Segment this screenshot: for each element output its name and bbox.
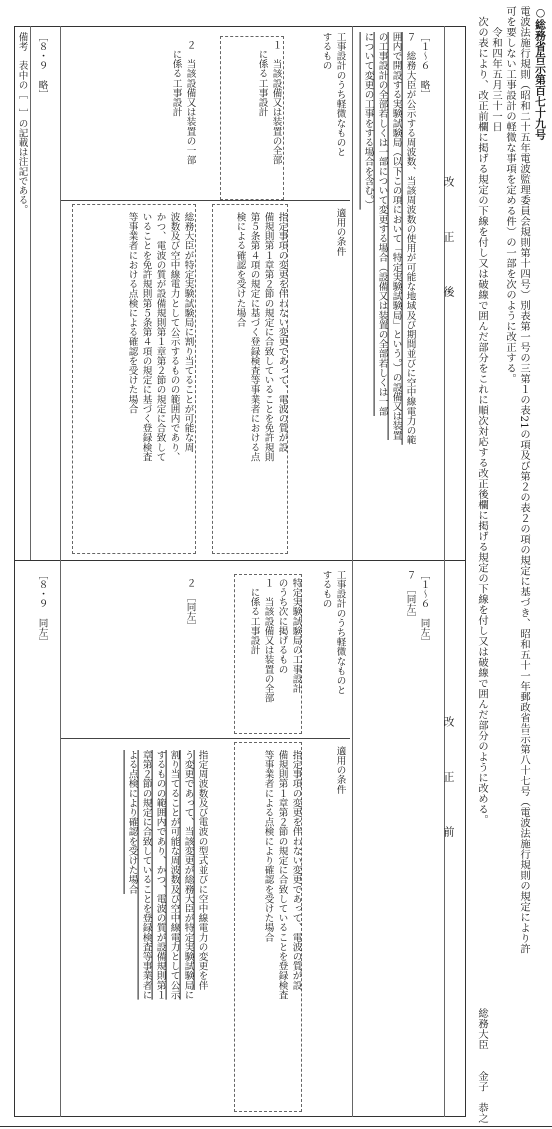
notice-title: ○総務省告示第百七十九号 (534, 6, 547, 141)
after-item7-line: 囲内で開設する実験試験局（以下この項において「特定実験試験局」という。）の設備又は装置 (390, 32, 402, 440)
before-inner-rule (352, 560, 353, 1117)
after-row1-cond: 第５条第４項の規定に基づく登録検査等事業者における点 (248, 212, 260, 462)
before-bottom-rule (60, 560, 61, 1117)
after-row1-cond: 検による確認を受けた場合 (234, 212, 246, 328)
after-row1-cond: 備規則第１章第２節の規定に合致していることを免許規則 (262, 212, 274, 462)
after-col-cond-label: 適用の条件 (334, 208, 346, 256)
before-row2-cond: う変更であって、当該変更が総務大臣が特定実験試験局に (182, 750, 194, 1000)
after-row2-cond: かつ、電波の質が設備規則第１章第２節の規定に合致して (154, 212, 166, 462)
before-row2-cond: 割り当てることが可能な周波数及び空中線電力として公示 (168, 750, 180, 1000)
notice-body-line: 次の表により、改正前欄に掲げる規定の下線を付し又は破線で囲んだ部分をこれに順次対応する改正後欄に掲げる規定の下線を付し又は破線で囲んだ部分のように改める。 (476, 6, 488, 825)
before-col-cond-label: 適用の条件 (334, 746, 346, 794)
after-items-1-6: ［１～６ 略］ (418, 32, 430, 100)
notice-body-line: 電波法施行規則（昭和二十五年電波監理委員会規則第十四号）別表第一号の三第１の表21の項及び第２の表２の項の規定に基づき、昭和五十一年郵政省告示第八十七号（電波法施行規則の規定により許 (518, 6, 530, 955)
after-row2-item: に係る工事設計 (170, 40, 182, 117)
minister-signature: 総務大臣 金子 恭之 (476, 1008, 488, 1124)
after-inner-rule (352, 26, 353, 560)
before-items-1-6: ［１～６ 同左］ (418, 570, 430, 647)
before-col-sep (60, 738, 350, 739)
page-bottom-rule (0, 1126, 552, 1127)
after-remark-rule (30, 26, 31, 560)
after-col-minor: 工事設計のうち軽微なものと (334, 32, 346, 157)
after-row2-cond: 等事業者における点検による確認を受けた場合 (126, 212, 138, 414)
after-bottom-rule (60, 26, 61, 560)
after-row1-cond: 指定事項の変更を伴わない変更であって、電波の質が設 (276, 212, 288, 452)
after-item7-line: ７ 総務大臣が公示する周波数、当該周波数の使用が可能な地域及び期間並びに空中線電力の範 (404, 32, 416, 445)
before-row2-cond: 章第２節の規定に合致していることを登録検査等事業者に (140, 750, 152, 1000)
after-col-minor: するもの (320, 32, 332, 71)
before-group: 特定実験試験局の工事設計 (290, 578, 302, 694)
table-divider (14, 560, 466, 561)
before-items-8-9: ［８・９ 同左］ (36, 570, 48, 647)
before-row2-cond: 指定周波数及び電波の型式並びに空中線電力の変更を伴 (196, 750, 208, 990)
after-row2-item: ２ 当該設備又は装置の一部 (184, 40, 196, 165)
before-column-label: 改 正 前 (442, 716, 455, 837)
before-row1-cond: 指定事項の変更を伴わない変更であって、電波の質が設 (290, 750, 302, 990)
after-row2-cond: 波数及び空中線電力として公示するものの範囲内であり、 (168, 212, 180, 462)
before-row1-item: １ 当該設備又は装置の全部 (262, 578, 274, 703)
notice-date: 令和四年五月三十一日 (490, 6, 502, 132)
after-item7-line: について変更の工事をする場合を含む。） (362, 32, 374, 210)
after-row1-item: に係る工事設計 (256, 40, 268, 117)
before-col-minor: 工事設計のうち軽微なものと (334, 570, 346, 695)
after-item7-line: の工事設計の全部若しくは一部について変更する場合（設備又は装置の全部若しくは一部 (376, 32, 388, 416)
after-row2-cond: いることを免許規則第５条第４項の規定に基づく登録検査 (140, 212, 152, 462)
after-items-8-9: ［８・９ 略］ (36, 32, 48, 100)
before-row1-cond: 備規則第１章第２節の規定に合致していることを登録検査 (276, 750, 288, 1000)
after-col-sep (60, 200, 350, 201)
before-row2-cond: よる点検により確認を受けた場合 (126, 750, 138, 894)
before-group: のうち次に掲げるもの (276, 578, 288, 674)
before-row1-cond: 等事業者による点検により確認を受けた場合 (262, 750, 274, 942)
after-remark: 備考 表中の［ ］の記載は注記である。 (16, 32, 28, 215)
before-row2-cond: するものの範囲内であり、かつ、電波の質が設備規則第１ (154, 750, 166, 1000)
notice-body-line: 可を要しない工事設計の軽微な事項を定める件）の一部を次のように改正する。 (504, 6, 516, 384)
after-row1-item: １ 当該設備又は装置の全部 (270, 40, 282, 165)
before-item7: ７ ［同左］ (404, 570, 416, 623)
after-row2-cond: 総務大臣が特定実験試験局に割り当てることが可能な周 (182, 212, 194, 452)
before-row1-item: に係る工事設計 (248, 578, 260, 655)
before-row2-item: ２ ［同左］ (184, 578, 196, 631)
before-col-minor: するもの (320, 570, 332, 609)
after-column-label: 改 正 後 (442, 176, 455, 297)
